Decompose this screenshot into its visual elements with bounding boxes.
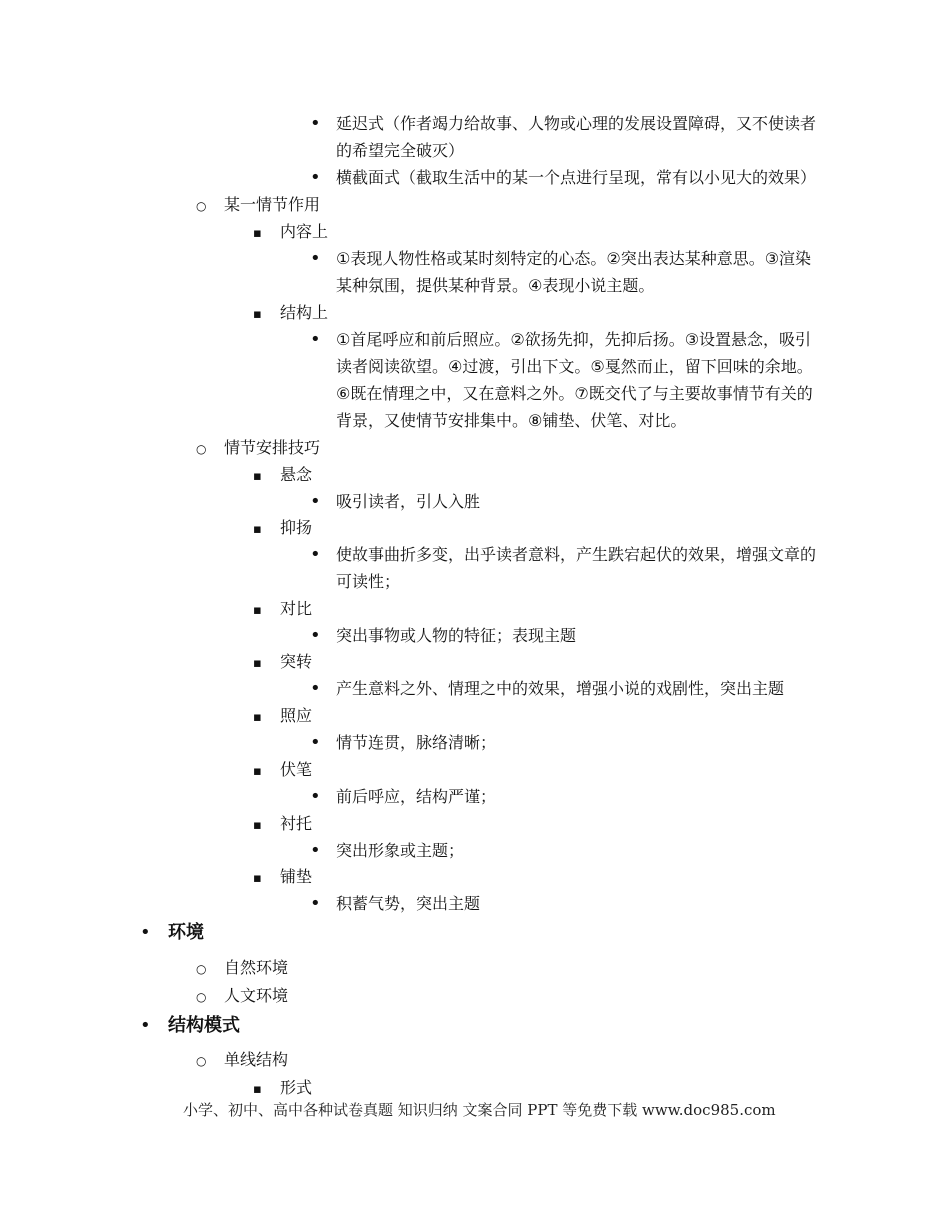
bullet-disc: [310, 245, 321, 272]
bullet-disc: [310, 326, 321, 353]
top-heading: 结构模式: [168, 1015, 240, 1036]
list-item-text: ①首尾呼应和前后照应。②欲扬先抑，先抑后扬。③设置悬念，吸引: [336, 330, 812, 349]
section-heading: 某一情节作用: [224, 195, 321, 214]
list-item-text-continued: 某种氛围，提供某种背景。④表现小说主题。: [336, 276, 655, 295]
subsection-heading: 对比: [280, 599, 313, 618]
list-item-text: 使故事曲折多变，出乎读者意料，产生跌宕起伏的效果，增强文章的: [336, 545, 817, 564]
list-item-text: 突出形象或主题；: [336, 841, 465, 860]
list-item-text-continued: 的希望完全破灭）: [336, 141, 465, 160]
subsection-heading: 抑扬: [280, 518, 313, 537]
list-item-text-continued: 背景，又使情节安排集中。⑧铺垫、伏笔、对比。: [336, 411, 687, 430]
bullet-square: [253, 863, 262, 892]
bullet-disc: [310, 783, 321, 810]
bullet-disc-top: [140, 1012, 151, 1039]
bullet-disc: [310, 675, 321, 702]
page-footer: 小学、初中、高中各种试卷真题 知识归纳 文案合同 PPT 等免费下载 www.doc985.com: [183, 1101, 776, 1119]
bullet-square: [253, 299, 262, 328]
bullet-circle: [196, 954, 206, 983]
bullet-disc: [310, 837, 321, 864]
bullet-square: [253, 218, 262, 247]
subsection-heading: 形式: [280, 1078, 313, 1097]
bullet-circle: [196, 434, 206, 463]
list-item-text: 情节连贯，脉络清晰；: [336, 733, 497, 752]
bullet-disc: [310, 729, 321, 756]
subsection-heading: 突转: [280, 652, 313, 671]
bullet-disc: [310, 110, 321, 137]
bullet-disc: [310, 488, 321, 515]
bullet-square: [253, 756, 262, 785]
list-item-text-continued: 读者阅读欲望。④过渡，引出下文。⑤戛然而止，留下回味的余地。: [336, 357, 813, 376]
subsection-heading: 内容上: [280, 222, 329, 241]
section-heading: 自然环境: [224, 958, 289, 977]
list-item-text: 积蓄气势，突出主题: [336, 894, 481, 913]
bullet-square: [253, 702, 262, 731]
bullet-square: [253, 514, 262, 543]
list-item-text: 前后呼应，结构严谨；: [336, 787, 497, 806]
top-heading: 环境: [168, 922, 204, 943]
list-item-text: 吸引读者，引人入胜: [336, 492, 481, 511]
list-item-text-continued: 可读性；: [336, 572, 401, 591]
list-item-text: 横截面式（截取生活中的某一个点进行呈现，常有以小见大的效果）: [336, 168, 817, 187]
bullet-square: [253, 461, 262, 490]
bullet-circle: [196, 982, 206, 1011]
subsection-heading: 铺垫: [280, 867, 313, 886]
list-item-text-continued: ⑥既在情理之中，又在意料之外。⑦既交代了与主要故事情节有关的: [336, 384, 813, 403]
subsection-heading: 悬念: [280, 465, 313, 484]
bullet-disc-top: [140, 919, 151, 946]
list-item-text: 延迟式（作者竭力给故事、人物或心理的发展设置障碍，又不使读者: [336, 114, 817, 133]
bullet-disc: [310, 890, 321, 917]
list-item-text: 产生意料之外、情理之中的效果，增强小说的戏剧性，突出主题: [336, 679, 785, 698]
section-heading: 人文环境: [224, 986, 289, 1005]
list-item-text: ①表现人物性格或某时刻特定的心态。②突出表达某种意思。③渲染: [336, 249, 812, 268]
subsection-heading: 伏笔: [280, 760, 313, 779]
bullet-disc: [310, 164, 321, 191]
bullet-square: [253, 648, 262, 677]
bullet-disc: [310, 622, 321, 649]
section-heading: 单线结构: [224, 1050, 289, 1069]
subsection-heading: 结构上: [280, 303, 329, 322]
section-heading: 情节安排技巧: [224, 438, 321, 457]
subsection-heading: 衬托: [280, 814, 313, 833]
bullet-square: [253, 595, 262, 624]
subsection-heading: 照应: [280, 706, 313, 725]
bullet-circle: [196, 191, 206, 220]
bullet-square: [253, 810, 262, 839]
bullet-circle: [196, 1046, 206, 1075]
bullet-disc: [310, 541, 321, 568]
list-item-text: 突出事物或人物的特征；表现主题: [336, 626, 577, 645]
